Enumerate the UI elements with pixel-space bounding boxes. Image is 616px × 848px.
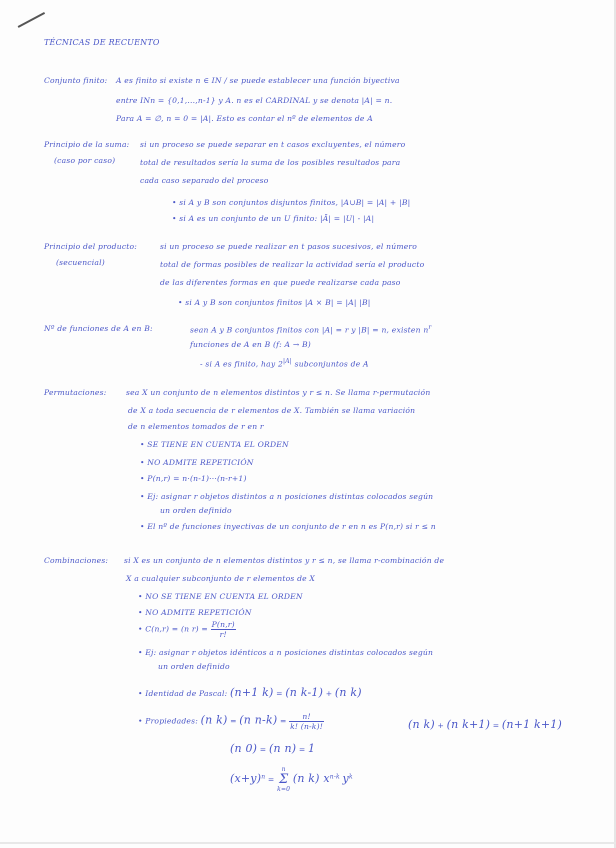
principio-suma-line-1: si un proceso se puede separar en t casos excluyentes, el número	[140, 140, 406, 149]
principio-producto-heading: Principio del producto:	[44, 242, 138, 251]
prop-side-identity: (n k) + (n k+1) = (n+1 k+1)	[408, 718, 562, 731]
permutaciones-line-3: de n elementos tomados de r en r	[128, 422, 264, 431]
binomial-sum-top: n	[281, 766, 286, 773]
page-bottom-edge	[0, 842, 616, 844]
combinaciones-cnr-fraction	[211, 620, 236, 639]
combinaciones-bullet-6: • Propiedades: (n k) = (n n-k) = $\frac{n!}{k! (n-k)!}$	[138, 712, 324, 731]
binomial-sum-symbol: Σ	[278, 772, 289, 787]
binomial-theorem: $(x+y)^n$ = n Σ k=0 (n k) $x^{n-k}$ $y^k$	[230, 766, 353, 793]
funciones-line-3-b: subconjuntos de A	[294, 359, 369, 369]
permutaciones-line-2: de X a toda secuencia de r elementos de X. También se llama variación	[128, 406, 416, 415]
boundary-right: 1	[308, 742, 316, 755]
propiedades-label: • Propiedades:	[138, 716, 198, 726]
principio-producto-line-2: total de formas posibles de realizar la actividad sería el producto	[160, 260, 425, 269]
conjunto-finito-heading: Conjunto finito:	[44, 76, 108, 85]
permutaciones-heading: Permutaciones:	[44, 388, 107, 397]
side-identity-left: (n k)	[408, 718, 435, 731]
combinaciones-line-1: si X es un conjunto de n elementos distintos y r ≤ n, se llama r-combinación de	[124, 556, 445, 565]
permutaciones-bullet-3: • P(n,r) = n·(n-1)···(n-r+1)	[140, 474, 247, 483]
combinaciones-heading: Combinaciones:	[44, 556, 109, 565]
pen-stroke-mark	[18, 12, 45, 27]
funciones-line-3	[200, 358, 369, 369]
prop-factorial-numerator: n!	[289, 712, 324, 722]
funciones-line-1-exponent: r	[428, 324, 432, 331]
funciones-line-1-text: sean A y B conjuntos finitos con |A| = r y |B| = n, existen n	[190, 325, 429, 335]
conjunto-finito-line-1: A es finito si existe n ∈ IN / se puede establecer una función biyectiva	[116, 76, 400, 85]
permutaciones-bullet-4: • Ej: asignar r objetos distintos a n posiciones distintas colocados según	[140, 492, 434, 501]
combinaciones-bullet-5: • Identidad de Pascal: (n+1 k) = (n k-1) + (n k)	[138, 686, 362, 699]
side-identity-mid: (n k+1)	[446, 718, 491, 731]
combinaciones-bullet-1: • NO SE TIENE EN CUENTA EL ORDEN	[138, 592, 303, 601]
binomial-lhs-exponent: n	[261, 773, 266, 781]
funciones-line-3-a: - si A es finito, hay 2	[200, 359, 283, 369]
page-title: TÉCNICAS DE RECUENTO	[44, 38, 160, 47]
prop-symmetry-mid: (n n-k)	[239, 713, 278, 727]
prop-symmetry-left: (n k)	[200, 713, 228, 727]
pascal-rhs: (n k)	[334, 686, 362, 699]
principio-producto-bullet-1: • si A y B son conjuntos finitos |A × B| = |A| |B|	[178, 298, 371, 307]
funciones-heading: Nº de funciones de A en B:	[44, 324, 153, 333]
combinaciones-bullet-4b: un orden definido	[158, 662, 230, 671]
funciones-line-3-exponent: |A|	[283, 358, 292, 365]
conjunto-finito-line-3: Para A = ∅, n = 0 = |A|. Esto es contar el nº de elementos de A	[116, 114, 373, 123]
principio-suma-bullet-1: • si A y B son conjuntos disjuntos finitos, |A∪B| = |A| + |B|	[172, 198, 411, 207]
combinaciones-bullet-4: • Ej: asignar r objetos idénticos a n posiciones distintas colocados según	[138, 648, 434, 657]
conjunto-finito-line-2: entre INn = {0,1,...,n-1} y A. n es el CARDINAL y se denota |A| = n.	[116, 96, 393, 105]
side-identity-right: (n+1 k+1)	[501, 718, 562, 731]
combinaciones-cnr-denominator: r!	[219, 630, 227, 639]
binomial-sum-bottom: k=0	[277, 786, 291, 793]
combinaciones-line-2: X a cualquier subconjunto de r elementos de X	[126, 574, 316, 583]
prop-factorial-fraction	[289, 712, 324, 731]
principio-suma-heading: Principio de la suma:	[44, 140, 130, 149]
principio-producto-sub: (secuencial)	[56, 258, 105, 267]
permutaciones-bullet-5: • El nº de funciones inyectivas de un conjunto de r en n es P(n,r) si r ≤ n	[140, 522, 436, 531]
boundary-mid: (n n)	[268, 742, 297, 755]
prop-boundary-identity: (n 0) = (n n) = 1	[230, 742, 316, 755]
binomial-lhs: (x+y)	[230, 772, 262, 785]
binomial-term-exp-2: k	[348, 773, 353, 781]
boundary-left: (n 0)	[230, 742, 258, 755]
combinaciones-cnr-label: • C(n,r) = (n r) =	[138, 624, 208, 634]
prop-factorial-denominator: k! (n-k)!	[290, 722, 324, 731]
combinaciones-cnr-numerator: P(n,r)	[211, 620, 235, 629]
combinaciones-bullet-2: • NO ADMITE REPETICIÓN	[138, 608, 252, 617]
binomial-summation	[277, 766, 290, 794]
principio-suma-line-2: total de resultados sería la suma de los posibles resultados para	[140, 158, 401, 167]
permutaciones-bullet-4b: un orden definido	[160, 506, 232, 515]
funciones-line-1	[190, 324, 432, 335]
principio-producto-line-3: de las diferentes formas en que puede realizarse cada paso	[160, 278, 401, 287]
binomial-term-exp-1: n-k	[329, 773, 340, 781]
permutaciones-line-1: sea X un conjunto de n elementos distintos y r ≤ n. Se llama r-permutación	[126, 388, 431, 397]
pascal-lhs: (n+1 k)	[230, 686, 274, 699]
pascal-label: • Identidad de Pascal:	[138, 689, 228, 698]
pascal-mid: (n k-1)	[285, 686, 324, 699]
combinaciones-bullet-3	[138, 620, 236, 639]
binomial-term: (n k) x	[292, 772, 330, 785]
permutaciones-bullet-1: • SE TIENE EN CUENTA EL ORDEN	[140, 440, 289, 449]
binomial-y: y	[342, 772, 349, 785]
permutaciones-bullet-2: • NO ADMITE REPETICIÓN	[140, 458, 254, 467]
principio-producto-line-1: si un proceso se puede realizar en t pasos sucesivos, el número	[160, 242, 418, 251]
funciones-line-2: funciones de A en B (f: A → B)	[190, 340, 311, 349]
principio-suma-bullet-2: • si A es un conjunto de un U finito: |Ā| = |U| - |A|	[172, 214, 375, 223]
principio-suma-line-3: cada caso separado del proceso	[140, 176, 269, 185]
principio-suma-sub: (caso por caso)	[54, 156, 116, 165]
